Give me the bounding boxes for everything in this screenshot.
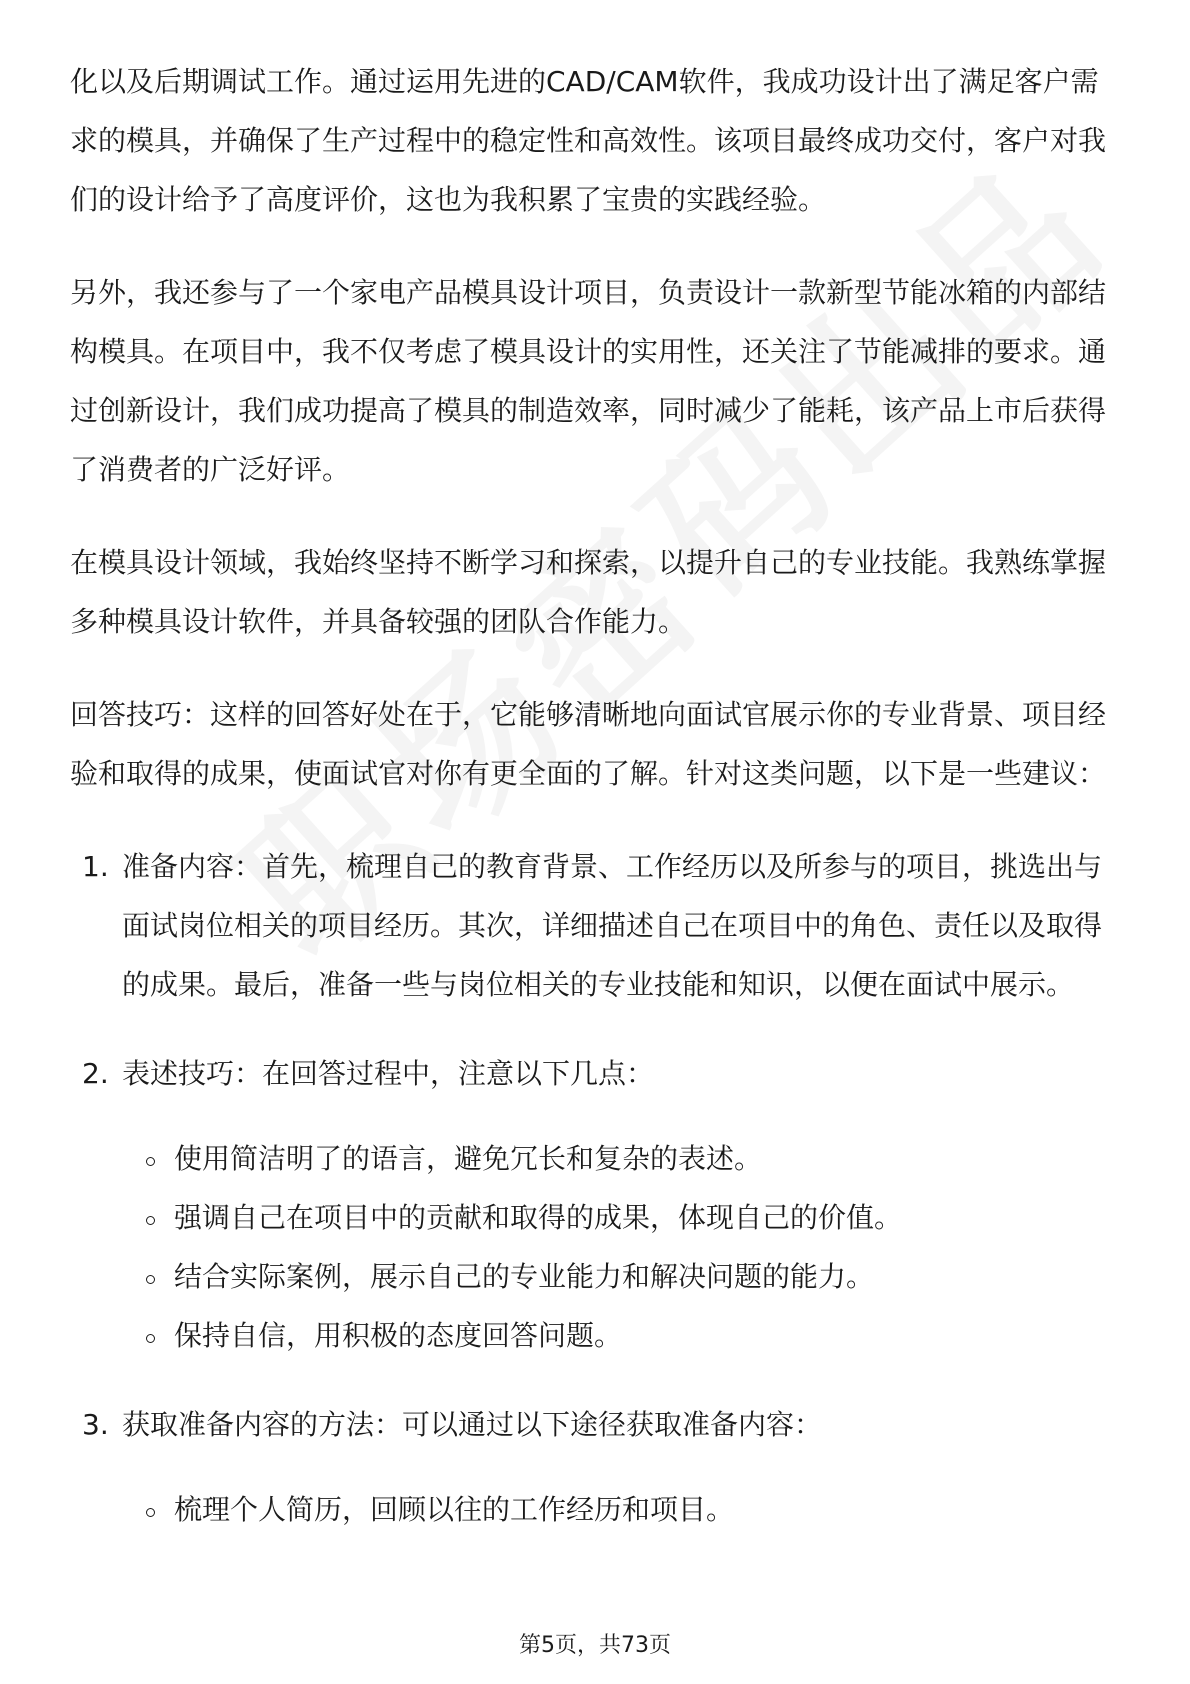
bullet-text: 结合实际案例，展示自己的专业能力和解决问题的能力。 xyxy=(174,1260,875,1293)
list-item-number: 3. xyxy=(82,1408,109,1441)
bullet-item xyxy=(122,1188,1120,1247)
page-footer: 第5页，共73页 xyxy=(519,1633,671,1658)
list-item-number: 2. xyxy=(82,1057,109,1090)
bullet-item xyxy=(122,1306,1120,1365)
list-item-1 xyxy=(70,837,1120,1014)
bullet-list xyxy=(122,1480,1120,1539)
bullet-text: 强调自己在项目中的贡献和取得的成果，体现自己的价值。 xyxy=(174,1201,903,1234)
bullet-item xyxy=(122,1480,1120,1539)
list-item-3 xyxy=(70,1395,1120,1539)
list-item-2 xyxy=(70,1044,1120,1365)
paragraph-2: 另外，我还参与了一个家电产品模具设计项目，负责设计一款新型节能冰箱的内部结构模具。在项目中，我不仅考虑了模具设计的实用性，还关注了节能减排的要求。通过创新设计，我们成功提高了模具的制造效率，同时减少了能耗，该产品上市后获得了消费者的广泛好评。 xyxy=(70,276,1107,486)
bullet-list xyxy=(122,1129,1120,1365)
bullet-item xyxy=(122,1129,1120,1188)
hollow-circle-bullet-icon xyxy=(146,1275,155,1284)
bullet-text: 保持自信，用积极的态度回答问题。 xyxy=(174,1319,623,1352)
list-item-number: 1. xyxy=(82,850,109,883)
paragraph-3: 在模具设计领域，我始终坚持不断学习和探索，以提升自己的专业技能。我熟练掌握多种模具设计软件，并具备较强的团队合作能力。 xyxy=(70,546,1107,638)
hollow-circle-bullet-icon xyxy=(146,1216,155,1225)
numbered-list xyxy=(70,837,1120,1539)
list-item-text: 准备内容：首先，梳理自己的教育背景、工作经历以及所参与的项目，挑选出与面试岗位相关的项目经历。其次，详细描述自己在项目中的角色、责任以及取得的成果。最后，准备一些与岗位相关的专业技能和知识，以便在面试中展示。 xyxy=(122,850,1103,1001)
hollow-circle-bullet-icon xyxy=(146,1508,155,1517)
bullet-text: 使用简洁明了的语言，避免冗长和复杂的表述。 xyxy=(174,1142,763,1175)
hollow-circle-bullet-icon xyxy=(146,1157,155,1166)
hollow-circle-bullet-icon xyxy=(146,1334,155,1343)
paragraph-answer-tips: 回答技巧：这样的回答好处在于，它能够清晰地向面试官展示你的专业背景、项目经验和取得的成果，使面试官对你有更全面的了解。针对这类问题，以下是一些建议： xyxy=(70,698,1107,790)
bullet-text: 梳理个人简历，回顾以往的工作经历和项目。 xyxy=(174,1493,735,1526)
list-item-text: 表述技巧：在回答过程中，注意以下几点： xyxy=(122,1057,655,1090)
bullet-item xyxy=(122,1247,1120,1306)
list-item-text: 获取准备内容的方法：可以通过以下途径获取准备内容： xyxy=(122,1408,823,1441)
paragraph-1: 化以及后期调试工作。通过运用先进的CAD/CAM软件，我成功设计出了满足客户需求的模具，并确保了生产过程中的稳定性和高效性。该项目最终成功交付，客户对我们的设计给予了高度评价，这也为我积累了宝贵的实践经验。 xyxy=(70,65,1107,216)
document-body xyxy=(70,52,1120,1569)
